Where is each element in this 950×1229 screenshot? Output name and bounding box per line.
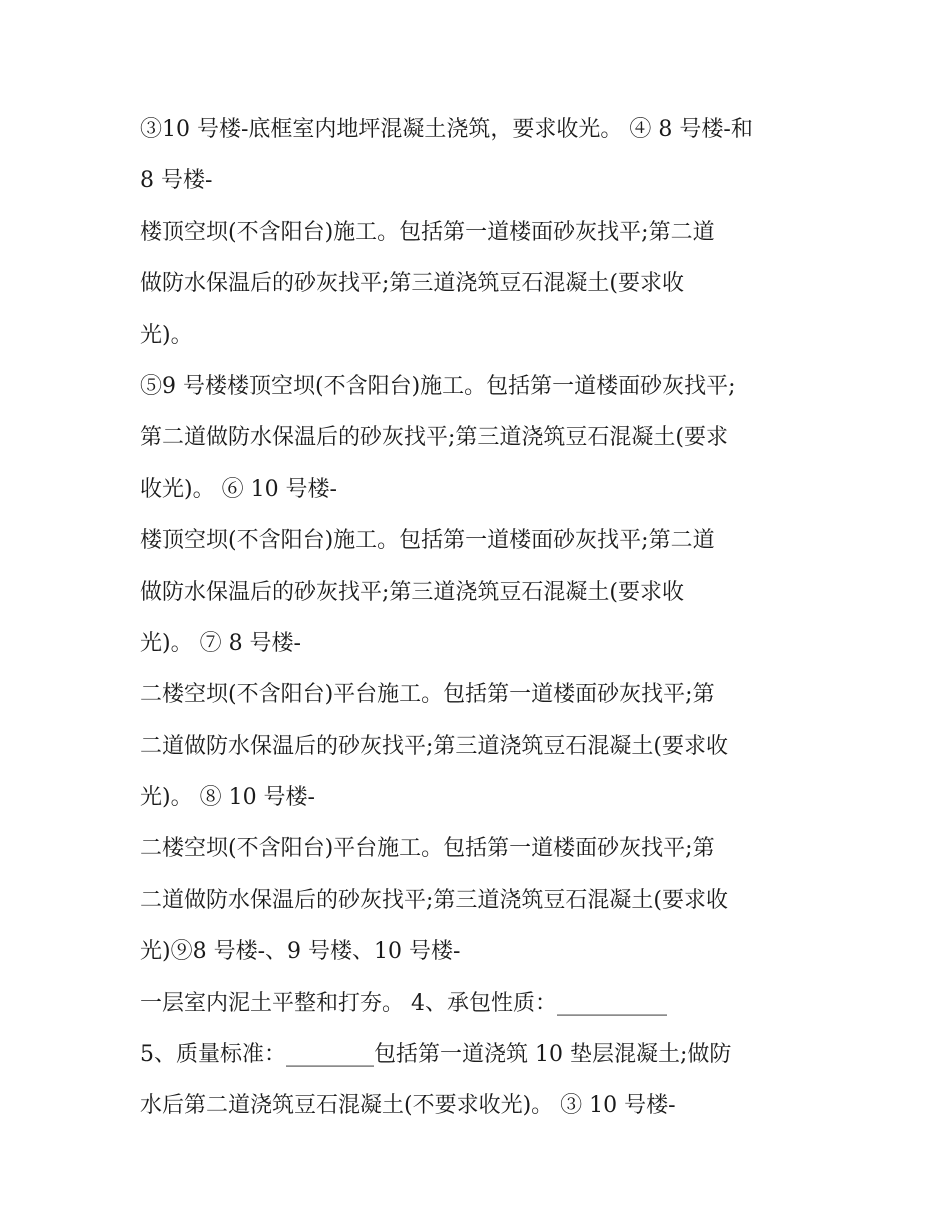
text-line: ③10 号楼-底框室内地坪混凝土浇筑，要求收光。 ④ 8 号楼-和 <box>140 117 753 142</box>
text-line: 二道做防水保温后的砂灰找平;第三道浇筑豆石混凝土(要求收 <box>140 887 728 913</box>
text-line: 光)⑨8 号楼-、9 号楼、10 号楼- <box>140 939 461 965</box>
text-line: 光)。 ⑧ 10 号楼- <box>140 785 315 811</box>
text-line: 8 号楼- <box>140 168 213 194</box>
text-line: 做防水保温后的砂灰找平;第三道浇筑豆石混凝土(要求收 <box>140 579 684 605</box>
text-line: 5、质量标准：________包括第一道浇筑 10 垫层混凝土;做防 <box>140 1042 732 1068</box>
text-line: 楼顶空坝(不含阳台)施工。包括第一道楼面砂灰找平;第二道 <box>140 219 715 245</box>
text-line: 第二道做防水保温后的砂灰找平;第三道浇筑豆石混凝土(要求 <box>140 425 728 451</box>
text-line: 二楼空坝(不含阳台)平台施工。包括第一道楼面砂灰找平;第 <box>140 682 715 708</box>
document-body <box>140 108 820 1136</box>
text-line: 光)。 <box>140 322 193 348</box>
text-line: 楼顶空坝(不含阳台)施工。包括第一道楼面砂灰找平;第二道 <box>140 528 715 554</box>
text-line: 收光)。 ⑥ 10 号楼- <box>140 476 337 502</box>
text-line: 水后第二道浇筑豆石混凝土(不要求收光)。 ③ 10 号楼- <box>140 1093 676 1119</box>
text-line: 光)。 ⑦ 8 号楼- <box>140 630 301 656</box>
text-line: ⑤9 号楼楼顶空坝(不含阳台)施工。包括第一道楼面砂灰找平; <box>140 373 736 399</box>
text-line: 一层室内泥土平整和打夯。 4、承包性质：__________ <box>140 990 667 1016</box>
text-line: 二楼空坝(不含阳台)平台施工。包括第一道楼面砂灰找平;第 <box>140 836 715 862</box>
text-line: 做防水保温后的砂灰找平;第三道浇筑豆石混凝土(要求收 <box>140 271 684 297</box>
text-line: 二道做防水保温后的砂灰找平;第三道浇筑豆石混凝土(要求收 <box>140 733 728 759</box>
